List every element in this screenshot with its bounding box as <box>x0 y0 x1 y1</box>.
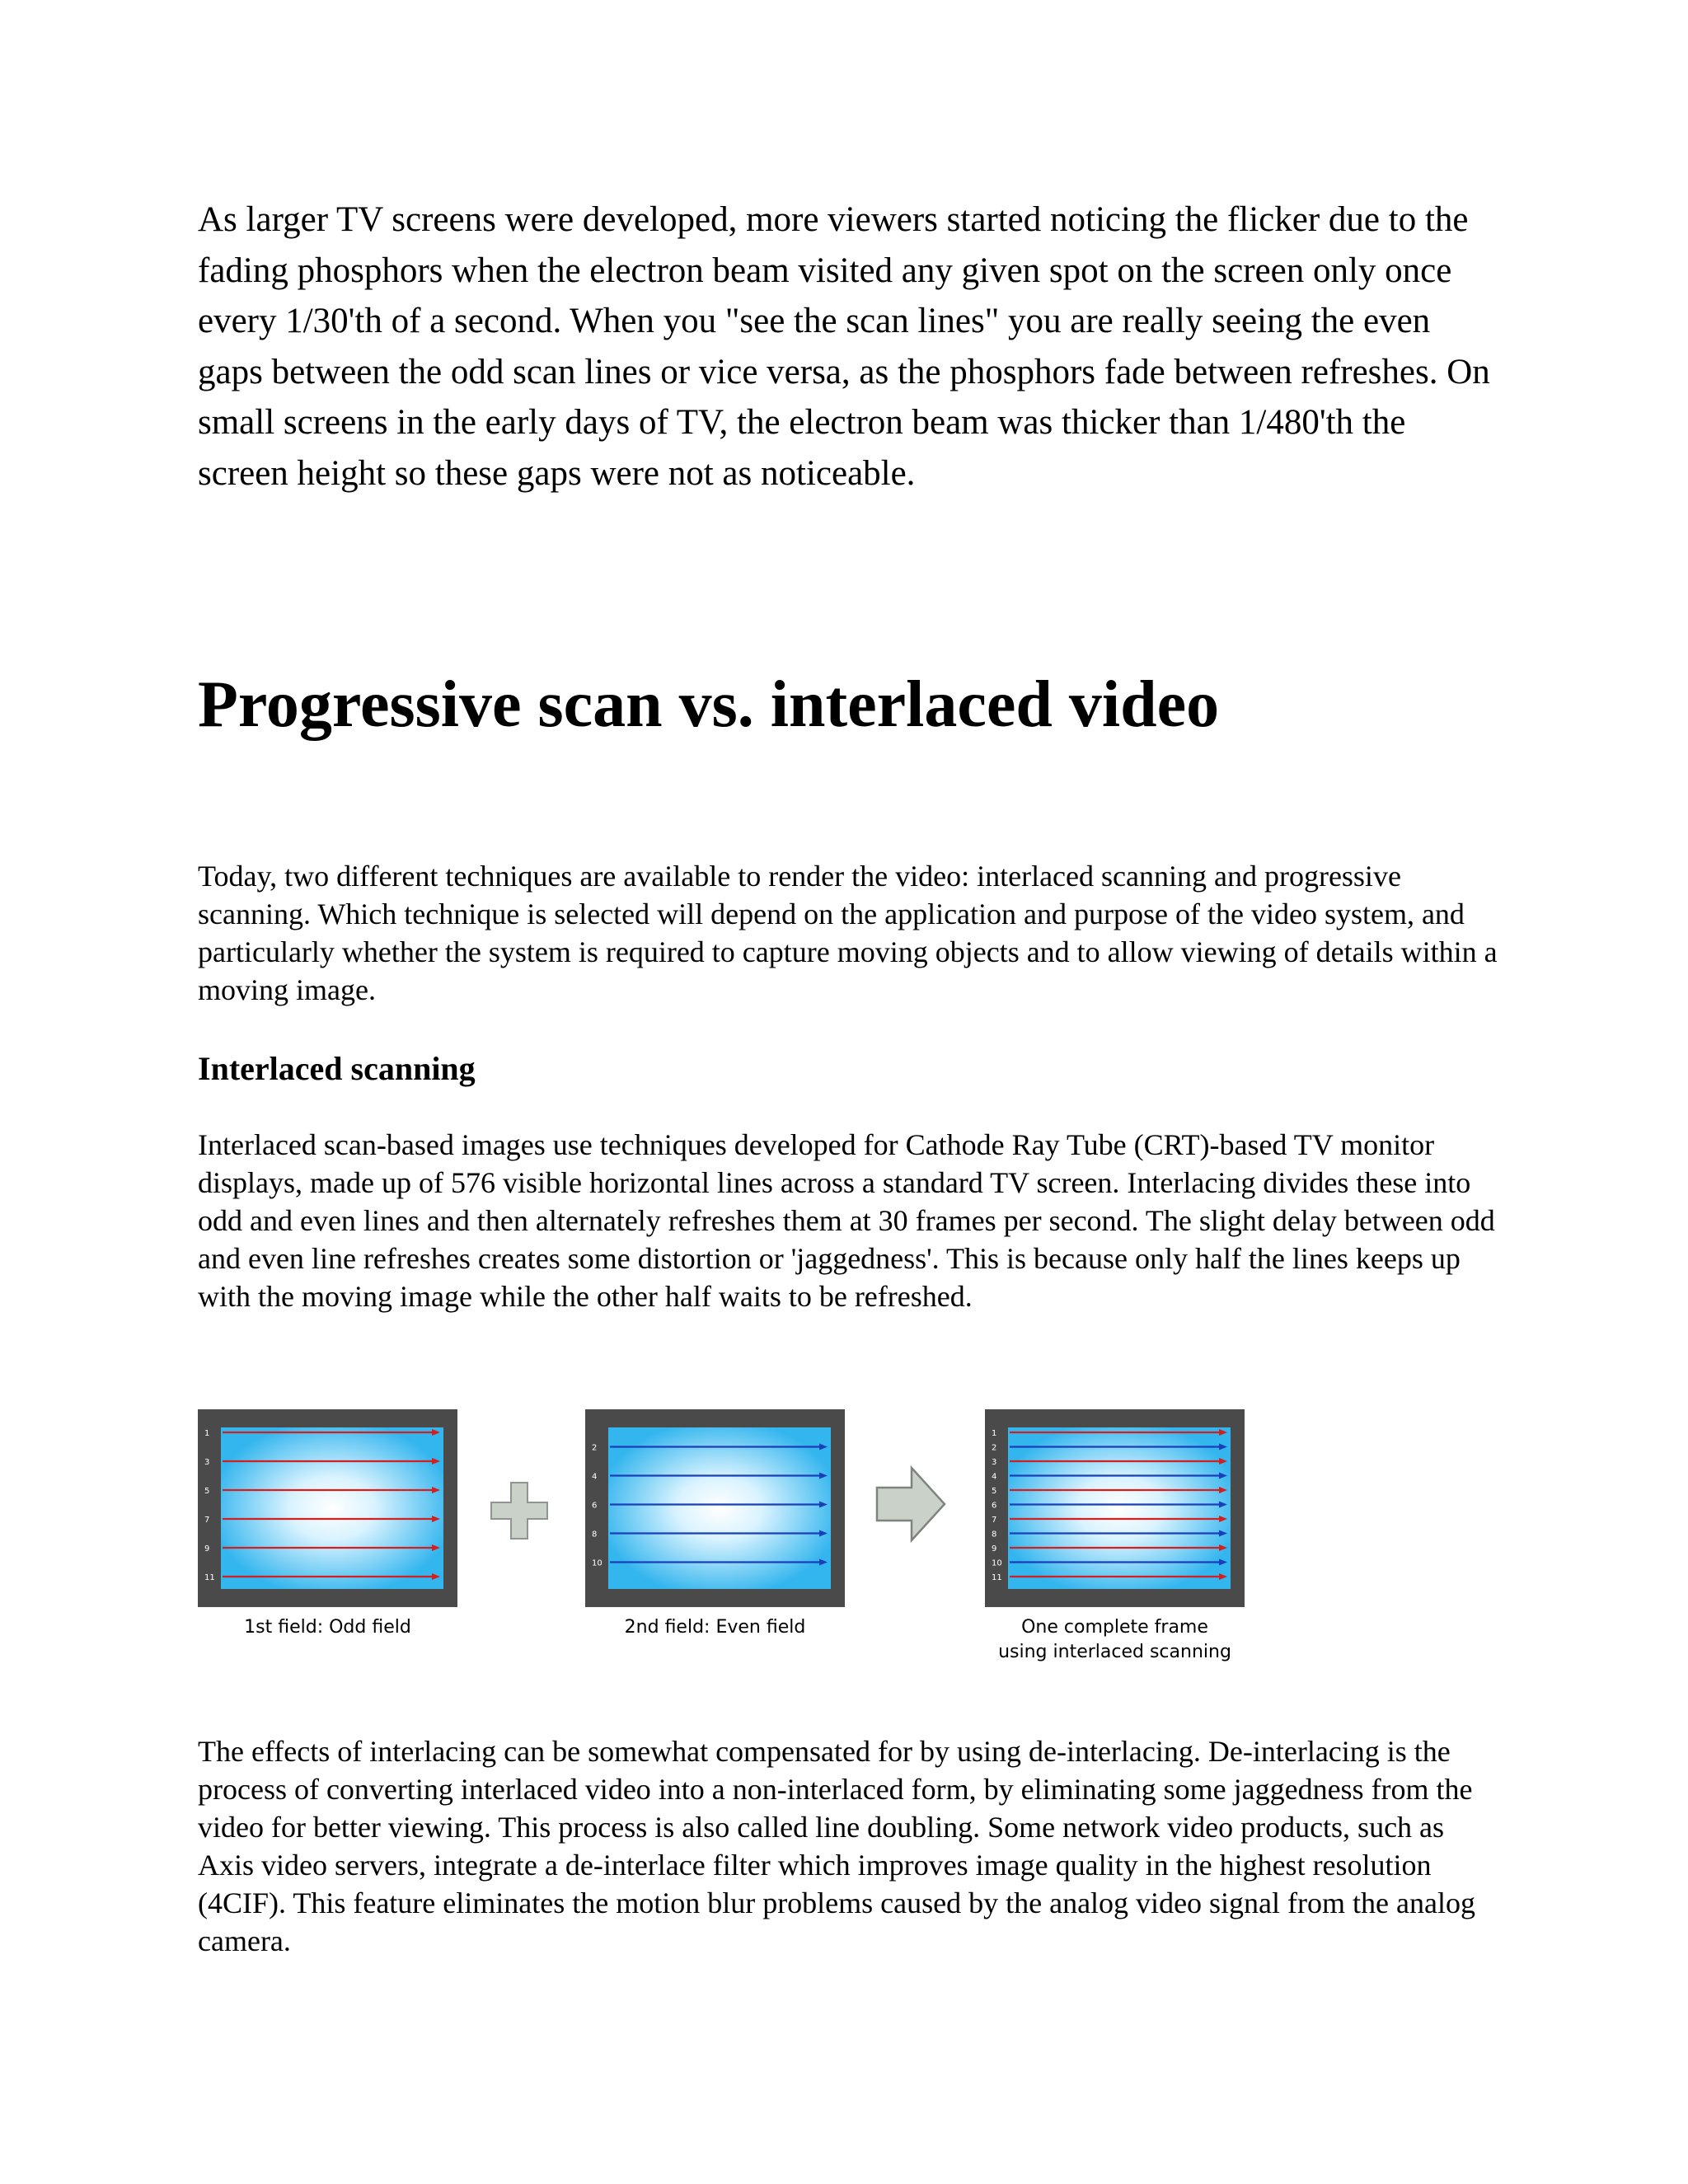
complete-frame-caption <box>985 1615 1245 1665</box>
even-field-monitor <box>585 1409 845 1607</box>
odd-field-caption: 1st field: Odd field <box>244 1617 411 1638</box>
monitor-screen <box>1008 1427 1231 1589</box>
section-heading: Progressive scan vs. interlaced video <box>198 668 1220 741</box>
even-line-number: 4 <box>592 1472 598 1482</box>
odd-line-number: 9 <box>204 1544 210 1554</box>
odd-line-number: 7 <box>204 1516 210 1525</box>
even-line-number: 6 <box>592 1501 598 1511</box>
frame-line-number: 2 <box>992 1443 997 1453</box>
frame-line-number: 6 <box>992 1501 997 1511</box>
frame-line-number: 3 <box>992 1458 997 1467</box>
frame-line-number: 7 <box>992 1516 997 1525</box>
arrow-right-icon <box>874 1463 948 1545</box>
even-line-number: 2 <box>592 1443 598 1453</box>
frame-line-number: 4 <box>992 1472 997 1482</box>
odd-line-number: 3 <box>204 1458 210 1467</box>
frame-line-number: 10 <box>992 1558 1002 1568</box>
plus-icon <box>488 1479 551 1542</box>
interlaced-paragraph: Interlaced scan-based images use techniques developed for Cathode Ray Tube (CRT)-based TV monitor displays, made up of 576 visible horizontal lines across a standard TV screen. Interlacing divides these into odd and even lines and then alternately refreshes them at 30 frames per second. The slight delay between odd and even line refreshes creates some distortion or 'jaggedness'. This is because only half the lines keeps up with the moving image while the other half waits to be refreshed. <box>198 1128 1495 1313</box>
subsection-heading: Interlaced scanning <box>198 1050 476 1087</box>
complete-frame-caption-line2: using interlaced scanning <box>998 1642 1231 1662</box>
frame-line-number: 9 <box>992 1544 997 1554</box>
even-line-number: 10 <box>592 1558 603 1568</box>
frame-line-number: 1 <box>992 1429 997 1438</box>
complete-frame-monitor <box>985 1409 1245 1607</box>
odd-line-number: 1 <box>204 1429 210 1438</box>
odd-field-monitor <box>198 1409 457 1607</box>
frame-line-number: 5 <box>992 1487 997 1496</box>
odd-line-number: 5 <box>204 1487 210 1496</box>
intro-paragraph: As larger TV screens were developed, more viewers started noticing the flicker due to the fading phosphors when the electron beam visited any given spot on the screen only once every 1/30'th of a second. When you "see the scan lines" you are really seeing the even gaps between the odd scan lines or vice versa, as the phosphors fade between refreshes. On small screens in the early days of TV, the electron beam was thicker than 1/480'th the screen height so these gaps were not as noticeable. <box>198 200 1490 493</box>
techniques-paragraph: Today, two different techniques are available to render the video: interlaced scanning and progressive scanning. Which technique is selected will depend on the application and purpose of the video system, and particularly whether the system is required to capture moving objects and to allow viewing of details within a moving image. <box>198 860 1498 1006</box>
frame-line-number: 11 <box>992 1573 1002 1582</box>
even-line-number: 8 <box>592 1530 598 1540</box>
frame-line-number: 8 <box>992 1530 997 1540</box>
deinterlacing-paragraph: The effects of interlacing can be somewhat compensated for by using de-interlacing. De-interlacing is the process of converting interlaced video into a non-interlaced form, by eliminating some jaggedness from the video for better viewing. This process is also called line doubling. Some network video products, such as Axis video servers, integrate a de-interlace filter which improves image quality in the highest resolution (4CIF). This feature eliminates the motion blur problems caused by the analog video signal from the analog camera. <box>198 1735 1475 1957</box>
even-field-caption: 2nd field: Even field <box>624 1617 806 1638</box>
complete-frame-caption-line1: One complete frame <box>1021 1617 1208 1638</box>
monitor-screen <box>221 1427 443 1589</box>
odd-line-number: 11 <box>204 1573 215 1582</box>
interlacing-figure <box>198 1409 1253 1673</box>
monitor-screen <box>608 1427 831 1589</box>
